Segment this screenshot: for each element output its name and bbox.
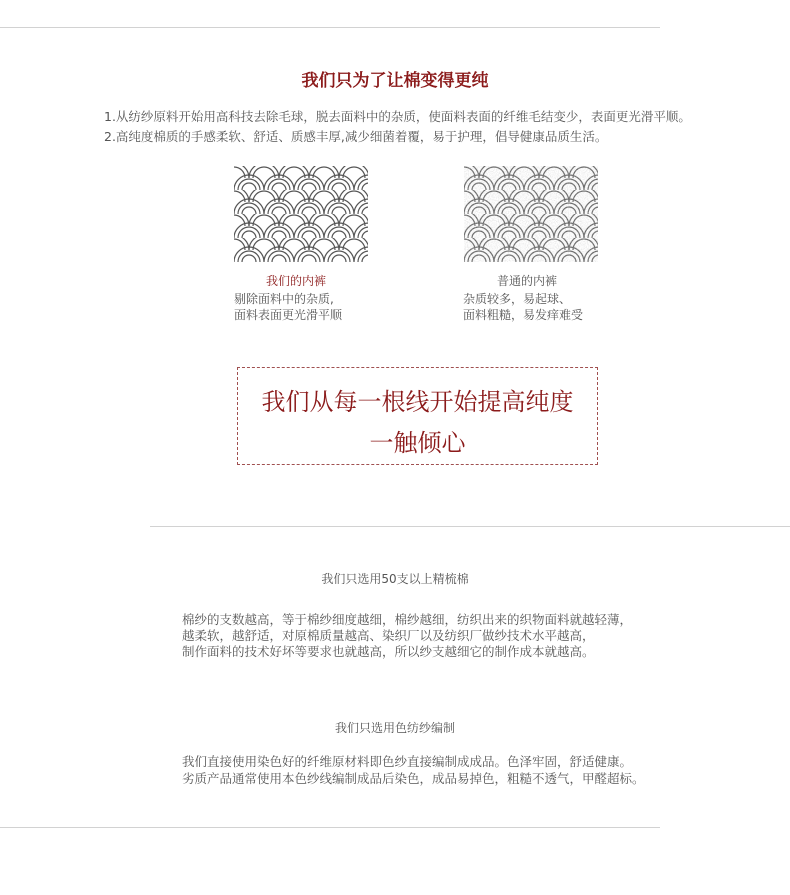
section-2-line-2: 劣质产品通常使用本色纱线编制成品后染色，成品易掉色，粗糙不透气，甲醛超标。	[182, 771, 645, 786]
slogan-line-1: 我们从每一根线开始提高纯度	[261, 388, 574, 416]
page-title: 我们只为了让棉变得更纯	[301, 71, 489, 91]
section-1-line-3: 制作面料的技术好坏等要求也就越高，所以纱支越细它的制作成本就越高。	[182, 644, 595, 659]
rough-scale-pattern	[464, 166, 598, 262]
ours-caption-title: 我们的内裤	[266, 274, 327, 288]
section-2-line-1: 我们直接使用染色好的纤维原材料即色纱直接编制成成品。色泽牢固，舒适健康。	[182, 754, 633, 769]
normal-caption-line-1: 杂质较多，易起球、	[463, 292, 572, 306]
ours-caption-line-1: 剔除面料中的杂质,	[234, 292, 334, 306]
section-2-title: 我们只选用色纺纱编制	[334, 721, 455, 735]
top-divider	[0, 27, 660, 28]
bottom-divider	[0, 827, 660, 828]
normal-caption-title: 普通的内裤	[497, 274, 558, 288]
clean-fabric-swatch	[234, 166, 368, 262]
section-1-line-1: 棉纱的支数越高，等于棉纱细度越细，棉纱越细，纺织出来的织物面料就越轻薄，	[182, 612, 633, 627]
intro-line-1: 1.从纺纱原料开始用高科技去除毛球，脱去面料中的杂质，使面料表面的纤维毛结变少，表面更光滑平顺。	[104, 109, 691, 124]
ours-caption-line-2: 面料表面更光滑平顺	[234, 308, 343, 322]
normal-caption-line-2: 面料粗糙，易发痒难受	[463, 308, 584, 322]
slogan-box	[237, 367, 598, 465]
section-1-title: 我们只选用50支以上精梳棉	[321, 572, 469, 586]
intro-line-2: 2.高纯度棉质的手感柔软、舒适、质感丰厚,减少细菌着覆，易于护理，倡导健康品质生活。	[104, 129, 608, 144]
middle-divider	[150, 526, 790, 527]
section-1-line-2: 越柔软，越舒适，对原棉质量越高、染织厂以及纺织厂做纱技术水平越高，	[182, 628, 595, 643]
clean-scale-pattern	[234, 166, 368, 262]
slogan-line-2: 一触倾心	[369, 429, 466, 457]
rough-fabric-swatch	[464, 166, 598, 262]
